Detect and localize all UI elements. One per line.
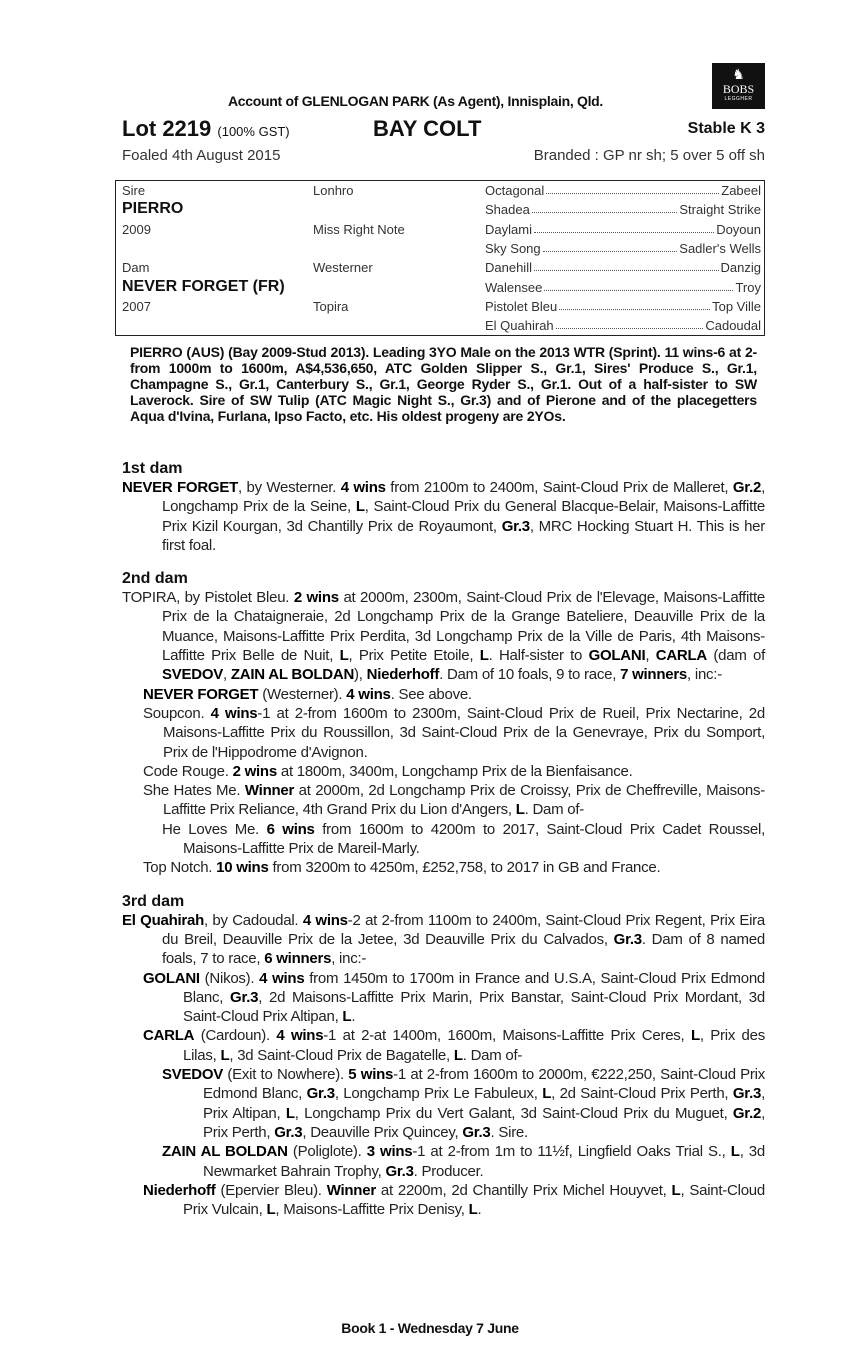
bold-text: 3 wins <box>366 1143 413 1161</box>
lot-header <box>122 116 765 144</box>
leader-dots <box>534 260 719 271</box>
text: (Exit to Nowhere). <box>223 1066 349 1084</box>
text: (Epervier Bleu). <box>215 1181 327 1199</box>
bold-text: Gr.3 <box>462 1123 491 1141</box>
text: ), <box>354 666 367 684</box>
foaled-date: Foaled 4th August 2015 <box>122 147 281 164</box>
ancestor-row <box>485 241 761 256</box>
leader-dots <box>546 183 719 194</box>
dam-entry <box>162 1142 765 1181</box>
text: , 2d Saint-Cloud Prix Perth, <box>551 1085 733 1103</box>
text: , Prix Perth, <box>203 1104 765 1141</box>
leader-dots <box>532 202 678 213</box>
pedigree-table <box>115 180 765 336</box>
stable-location: Stable K 3 <box>687 120 765 137</box>
vendor-account: Account of GLENLOGAN PARK (As Agent), Innisplain, Qld. <box>228 93 604 109</box>
grandsire-maternal: Westerner <box>313 260 373 275</box>
dam-entry <box>143 685 765 704</box>
bold-text: GOLANI <box>588 647 646 665</box>
brand-marks: Branded : GP nr sh; 5 over 5 off sh <box>533 147 765 164</box>
bold-text: L <box>690 1027 700 1045</box>
ancestor-sire: Troy <box>735 279 761 295</box>
text: . Dam of- <box>462 1046 523 1064</box>
text: from 1450m to 1700m in France and U.S.A, Saint-Cloud Prix Edmond Blanc, <box>183 969 766 1006</box>
bold-text: L <box>468 1201 478 1219</box>
bold-text: Gr.3 <box>501 517 530 535</box>
text: at 2000m, 2d Longchamp Prix de Croissy, Prix de Cheffreville, Maisons-Laffitte Prix Reliance, 4th Grand Prix du Lion d'Angers, <box>163 782 765 819</box>
dam-heading: 3rd dam <box>122 892 185 910</box>
leader-dots <box>559 299 710 310</box>
bold-text: 5 wins <box>348 1066 394 1084</box>
bold-text: L <box>542 1085 552 1103</box>
text: , <box>645 647 656 665</box>
ancestor-sire: Cadoudal <box>705 318 761 334</box>
text: , 3d Newmarket Bahrain Trophy, <box>203 1143 765 1180</box>
horse-description: BAY COLT <box>373 116 482 141</box>
bold-text: 4 wins <box>210 704 258 722</box>
text: , Deauville Prix Quincey, <box>302 1123 463 1141</box>
ancestor-row <box>485 318 761 333</box>
bold-text: SVEDOV <box>162 666 224 684</box>
text: , Longchamp Prix de la Seine, <box>162 479 765 516</box>
granddam-paternal: Miss Right Note <box>313 222 405 237</box>
dam-entry <box>143 704 765 762</box>
bold-text: ZAIN AL BOLDAN <box>230 666 355 684</box>
bold-text: SVEDOV <box>162 1066 224 1084</box>
text: , Saint-Cloud Prix du General Blacque-Belair, Maisons-Laffitte Prix Kizil Kourgan, 3d Chantilly Prix de Royaumont, <box>162 498 765 535</box>
ancestor-sire: Straight Strike <box>679 202 761 218</box>
bold-text: L <box>266 1201 276 1219</box>
sire-year: 2009 <box>122 222 151 237</box>
ancestor-sire: Sadler's Wells <box>679 240 761 256</box>
text: , Prix des Lilas, <box>183 1027 765 1064</box>
text: , by Cadoudal. <box>204 911 303 929</box>
ancestor-name: Walensee <box>485 279 543 295</box>
text: . Dam of 10 foals, 9 to race, <box>439 666 621 684</box>
text: , <box>223 666 231 684</box>
horse-logo-icon: ♞ <box>732 66 745 82</box>
ancestor-sire: Top Ville <box>712 298 761 314</box>
bold-text: L <box>220 1046 230 1064</box>
dam-heading: 1st dam <box>122 460 183 477</box>
logo-brand: BOBS <box>722 82 755 96</box>
bold-text: Gr.3 <box>306 1085 335 1103</box>
bold-text: L <box>339 647 349 665</box>
text: , 3d Saint-Cloud Prix de Bagatelle, <box>229 1046 454 1064</box>
text: He Loves Me. <box>162 820 267 838</box>
dam-entry <box>162 1065 765 1142</box>
ancestor-name: Octagonal <box>485 183 545 198</box>
ancestor-row <box>485 299 761 314</box>
text: -2 at 2-from 1100m to 2400m, Saint-Cloud Prix Regent, Prix Eira du Breil, Deauville Prix de la Jetee, 3d Deauville Prix du Calvados, <box>162 911 765 948</box>
ancestor-row <box>485 202 761 217</box>
text: She Hates Me. <box>143 782 245 800</box>
bold-text: Gr.3 <box>274 1123 303 1141</box>
leader-dots <box>534 222 714 233</box>
ancestor-row <box>485 222 761 237</box>
bold-text: 4 wins <box>259 969 305 987</box>
bold-text: CARLA <box>655 647 707 665</box>
text: , Prix Altipan, <box>203 1085 765 1122</box>
text: at 1800m, 3400m, Longchamp Prix de la Bienfaisance. <box>276 762 633 780</box>
dam-sections <box>122 459 765 1219</box>
leader-dots <box>556 318 704 329</box>
bold-text: GOLANI <box>143 969 200 987</box>
bold-text: L <box>730 1143 740 1161</box>
ancestor-name: Danehill <box>485 260 532 276</box>
text: (Nikos). <box>199 969 260 987</box>
bold-text: Gr.3 <box>230 988 259 1006</box>
bobs-logo <box>712 63 765 109</box>
bold-text: ZAIN AL BOLDAN <box>162 1143 288 1161</box>
text: . Half-sister to <box>488 647 589 665</box>
ancestor-sire: Doyoun <box>716 221 761 237</box>
bold-text: L <box>285 1104 295 1122</box>
text: (Cardoun). <box>194 1027 277 1045</box>
bold-text: 7 winners <box>620 666 688 684</box>
text: , Longchamp Prix Le Fabuleux, <box>334 1085 543 1103</box>
bold-text: L <box>342 1008 352 1026</box>
dam-entry <box>143 1181 765 1220</box>
text: from 3200m to 4250m, £252,758, to 2017 in GB and France. <box>268 859 661 877</box>
bold-text: 4 wins <box>346 685 391 703</box>
text: (dam of <box>707 647 766 665</box>
bold-text: Niederhoff <box>143 1181 216 1199</box>
grandsire-paternal: Lonhro <box>313 183 354 198</box>
text: (Poliglote). <box>287 1143 367 1161</box>
text: Code Rouge. <box>143 762 233 780</box>
bold-text: L <box>515 801 525 819</box>
page-footer: Book 1 - Wednesday 7 June <box>341 1320 519 1336</box>
dam-label: Dam <box>122 260 150 275</box>
bold-text: Gr.3 <box>613 930 642 948</box>
bold-text: 6 winners <box>264 950 332 968</box>
dam-entry <box>122 478 765 555</box>
bold-text: 4 wins <box>302 911 348 929</box>
text: from 2100m to 2400m, Saint-Cloud Prix de Malleret, <box>385 479 733 496</box>
ancestor-name: Sky Song <box>485 240 541 256</box>
lot-number <box>122 116 290 142</box>
dam-name: NEVER FORGET (FR) <box>122 278 285 295</box>
dam-heading: 2nd dam <box>122 570 188 588</box>
text: at 2200m, 2d Chantilly Prix Michel Houyvet, <box>375 1181 672 1199</box>
text: (Westerner). <box>258 685 347 703</box>
dam-entry <box>143 1026 765 1065</box>
text: -1 at 2-from 1600m to 2000m, €222,250, Saint-Cloud Prix Edmond Blanc, <box>203 1066 766 1103</box>
dam-year: 2007 <box>122 299 151 314</box>
bold-text: CARLA <box>143 1027 195 1045</box>
sire-summary: PIERRO (AUS) (Bay 2009-Stud 2013). Leading 3YO Male on the 2013 WTR (Sprint). 11 wins-6 at 2-from 1000m to 1600m, A$4,536,650, ATC Golden Slipper S., Gr.1, Sires' Produce S., Gr.1, Champagne S., Gr.1, Canterbury S., Gr.1, George Ryder S., Gr.1. Out of a half-sister to SW Laverock. Sire of SW Tulip (ATC Magic Night S., Gr.3) and of Pierone and of the placegetters Aqua d'Ivina, Furlana, Ipso Facto, etc. His oldest progeny are 2YOs. <box>130 344 757 424</box>
text: . Sire. <box>490 1123 528 1141</box>
bold-text: Gr.2 <box>732 479 762 496</box>
bold-text: L <box>671 1181 681 1199</box>
leader-dots <box>543 241 678 252</box>
dam-entry <box>143 969 765 1027</box>
sire-name: PIERRO <box>122 200 184 217</box>
bold-text: Gr.3 <box>385 1162 414 1180</box>
text: . Producer. <box>413 1162 484 1180</box>
text: , by Westerner. <box>238 479 341 496</box>
logo-sub: LEGGHER <box>724 96 753 102</box>
text: , Longchamp Prix du Vert Galant, 3d Saint-Cloud Prix du Muguet, <box>294 1104 733 1122</box>
ancestor-sire: Danzig <box>720 260 761 276</box>
ancestor-sire: Zabeel <box>721 183 761 198</box>
dam-entry <box>122 911 765 969</box>
bold-text: 6 wins <box>266 820 315 838</box>
ancestor-row <box>485 183 761 198</box>
ancestor-name: Daylami <box>485 221 532 237</box>
bold-text: 2 wins <box>232 762 277 780</box>
dam-entry <box>143 858 765 877</box>
ancestor-name: Pistolet Bleu <box>485 298 558 314</box>
leader-dots <box>544 280 733 291</box>
text: at 2000m, 2300m, Saint-Cloud Prix de l'Elevage, Maisons-Laffitte Prix de la Chataigneraie, 2d Longchamp Prix de la Grange Bateliere, Deauville Prix de la Muance, Maisons-Laffitte Prix Perdita, 3d Longchamp Prix de la Ville de Paris, 4th Maisons-Laffitte Prix Belle de Nuit, <box>162 589 765 665</box>
text: . <box>351 1008 356 1026</box>
bold-text: Gr.2 <box>732 1104 762 1122</box>
dam-entry <box>122 588 765 684</box>
bold-text: 4 wins <box>276 1027 324 1045</box>
text: . Dam of- <box>524 801 585 819</box>
ancestor-name: Shadea <box>485 202 530 218</box>
bold-text: Niederhoff <box>366 666 440 684</box>
text: , Saint-Cloud Prix Vulcain, <box>183 1181 765 1219</box>
bold-text: 4 wins <box>340 479 386 496</box>
bold-text: L <box>453 1046 463 1064</box>
text: from 1600m to 4200m to 2017, Saint-Cloud Prix Cadet Roussel, Maisons-Laffitte Prix de Mareil-Marly. <box>183 820 765 858</box>
text: -1 at 2-from 1m to 11½f, Lingfield Oaks Trial S., <box>412 1143 731 1161</box>
text: , Maisons-Laffitte Prix Denisy, <box>275 1201 469 1219</box>
bold-text: 2 wins <box>293 589 339 607</box>
dam-entry <box>162 820 765 859</box>
dam-entry <box>143 762 765 781</box>
sire-label: Sire <box>122 183 146 198</box>
text: , Prix Petite Etoile, <box>348 647 480 665</box>
bold-text: Gr.3 <box>732 1085 762 1103</box>
lot-label: Lot 2219 <box>122 116 212 141</box>
text: Top Notch. <box>143 859 217 877</box>
text: . See above. <box>390 685 472 703</box>
text: -1 at 2-from 1600m to 2300m, Saint-Cloud Prix de Rueil, Prix Nectarine, 2d Maisons-Laffitte Prix du Roussillon, 3d Saint-Cloud Prix de la Genevraye, Prix du Somport, Prix de l'Hippodrome d'Avignon. <box>163 704 765 761</box>
text: Soupcon. <box>143 704 211 722</box>
bold-text: NEVER FORGET <box>122 479 238 496</box>
dam-entry <box>143 781 765 820</box>
bold-text: L <box>355 498 365 516</box>
gst-note: (100% GST) <box>217 124 290 139</box>
ancestor-row <box>485 260 761 275</box>
text: , inc:- <box>331 950 367 968</box>
bold-text: Winner <box>244 782 295 800</box>
text: , 2d Maisons-Laffitte Prix Marin, Prix Banstar, Saint-Cloud Prix Mordant, 3d Saint-Cloud Prix Altipan, <box>183 988 765 1026</box>
text: -1 at 2-at 1400m, 1600m, Maisons-Laffitte Prix Ceres, <box>323 1027 691 1045</box>
text: , MRC Hocking Stuart H. This is her first foal. <box>162 517 765 554</box>
bold-text: L <box>479 647 489 665</box>
bold-text: 10 wins <box>216 859 269 877</box>
bold-text: El Quahirah <box>122 911 204 929</box>
text: TOPIRA, by Pistolet Bleu. <box>122 589 294 607</box>
granddam-maternal: Topira <box>313 299 349 314</box>
text: , inc:- <box>687 666 722 684</box>
ancestor-name: El Quahirah <box>485 318 554 334</box>
text: . Dam of 8 named foals, 7 to race, <box>162 930 765 968</box>
bold-text: NEVER FORGET <box>143 685 259 703</box>
text: . <box>477 1201 482 1219</box>
bold-text: Winner <box>326 1181 376 1199</box>
ancestor-row <box>485 280 761 295</box>
